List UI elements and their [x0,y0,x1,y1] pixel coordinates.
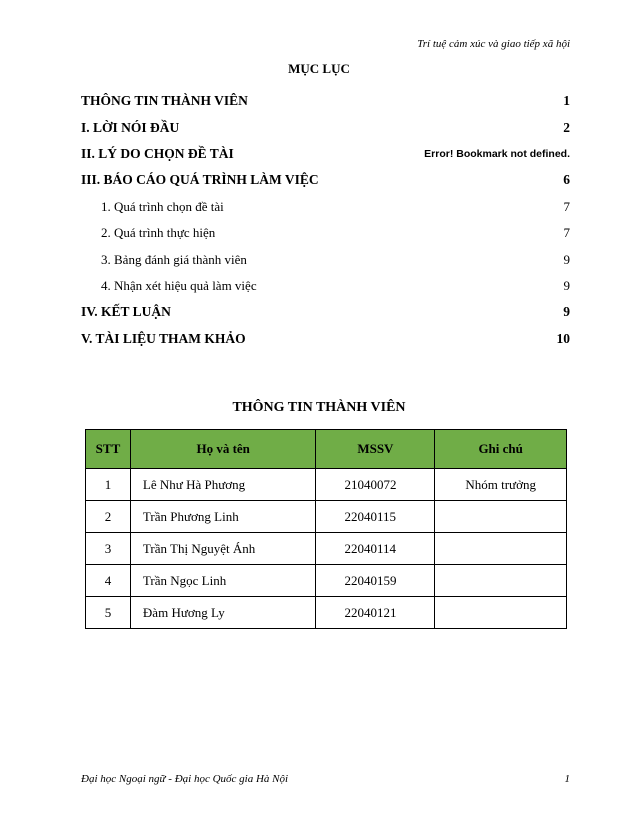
toc-entry-label: IV. KẾT LUẬN [81,304,171,320]
page-header: Trí tuệ cảm xúc và giao tiếp xã hội [417,38,570,50]
cell-name: Đàm Hương Ly [130,597,316,629]
table-row [86,501,567,533]
column-header-stt: STT [86,430,131,469]
toc-entry-page: 7 [563,225,570,241]
cell-student-id: 22040121 [316,597,435,629]
toc-entry-member-evaluation[interactable] [81,246,570,272]
cell-stt: 3 [86,533,131,565]
cell-stt: 1 [86,469,131,501]
cell-note [435,533,567,565]
toc-entry-page: 9 [563,304,570,320]
cell-note [435,501,567,533]
cell-student-id: 22040114 [316,533,435,565]
cell-name: Trần Phương Linh [130,501,316,533]
cell-stt: 2 [86,501,131,533]
toc-entry-member-info[interactable] [81,88,570,114]
toc-entry-implementation[interactable] [81,220,570,246]
cell-name: Trần Thị Nguyệt Ánh [130,533,316,565]
cell-student-id: 22040159 [316,565,435,597]
toc-entry-page: 7 [563,198,570,214]
toc-entry-page: 6 [563,172,570,188]
toc-entry-conclusion[interactable] [81,299,570,325]
cell-student-id: 21040072 [316,469,435,501]
toc-entry-page: 9 [563,251,570,267]
cell-note [435,565,567,597]
toc-entry-label: III. BÁO CÁO QUÁ TRÌNH LÀM VIỆC [81,172,319,188]
cell-name: Trần Ngọc Linh [130,565,316,597]
toc-entry-label: 1. Quá trình chọn đề tài [101,198,224,214]
footer-page-number: 1 [564,773,570,785]
toc-entry-topic-reason[interactable] [81,141,570,167]
table-row [86,565,567,597]
toc-entry-introduction[interactable] [81,114,570,140]
column-header-note: Ghi chú [435,430,567,469]
cell-student-id: 22040115 [316,501,435,533]
toc-entry-work-effectiveness[interactable] [81,273,570,299]
table-row [86,597,567,629]
toc-entry-label: 2. Quá trình thực hiện [101,225,216,241]
toc-entry-page: 10 [556,330,570,346]
toc-entry-topic-selection[interactable] [81,194,570,220]
toc-entry-page: 2 [563,119,570,135]
toc-entry-label: V. TÀI LIỆU THAM KHẢO [81,330,246,346]
table-row [86,533,567,565]
page-footer [81,773,570,785]
members-section-title: THÔNG TIN THÀNH VIÊN [232,400,406,415]
table-header-row [86,430,567,469]
cell-stt: 5 [86,597,131,629]
toc-entry-work-report[interactable] [81,167,570,193]
toc-entry-page-error: Error! Bookmark not defined. [424,147,570,160]
toc-entry-page: 1 [563,93,570,109]
toc-entry-page: 9 [563,277,570,293]
column-header-name: Họ và tên [130,430,316,469]
members-table [85,429,567,629]
footer-university: Đại học Ngoại ngữ - Đại học Quốc gia Hà Nội [81,773,289,785]
toc-entry-label: THÔNG TIN THÀNH VIÊN [81,93,248,109]
toc-entry-references[interactable] [81,326,570,352]
toc-entry-label: I. LỜI NÓI ĐẦU [81,119,180,135]
cell-stt: 4 [86,565,131,597]
table-row [86,469,567,501]
toc-entry-label: 3. Bảng đánh giá thành viên [101,251,247,267]
toc-title: MỤC LỤC [288,61,350,76]
table-of-contents [81,88,570,352]
cell-note [435,597,567,629]
cell-name: Lê Như Hà Phương [130,469,316,501]
toc-entry-label: 4. Nhận xét hiệu quả làm việc [101,277,257,293]
toc-entry-label: II. LÝ DO CHỌN ĐỀ TÀI [81,145,234,161]
column-header-student-id: MSSV [316,430,435,469]
cell-note: Nhóm trưởng [435,469,567,501]
